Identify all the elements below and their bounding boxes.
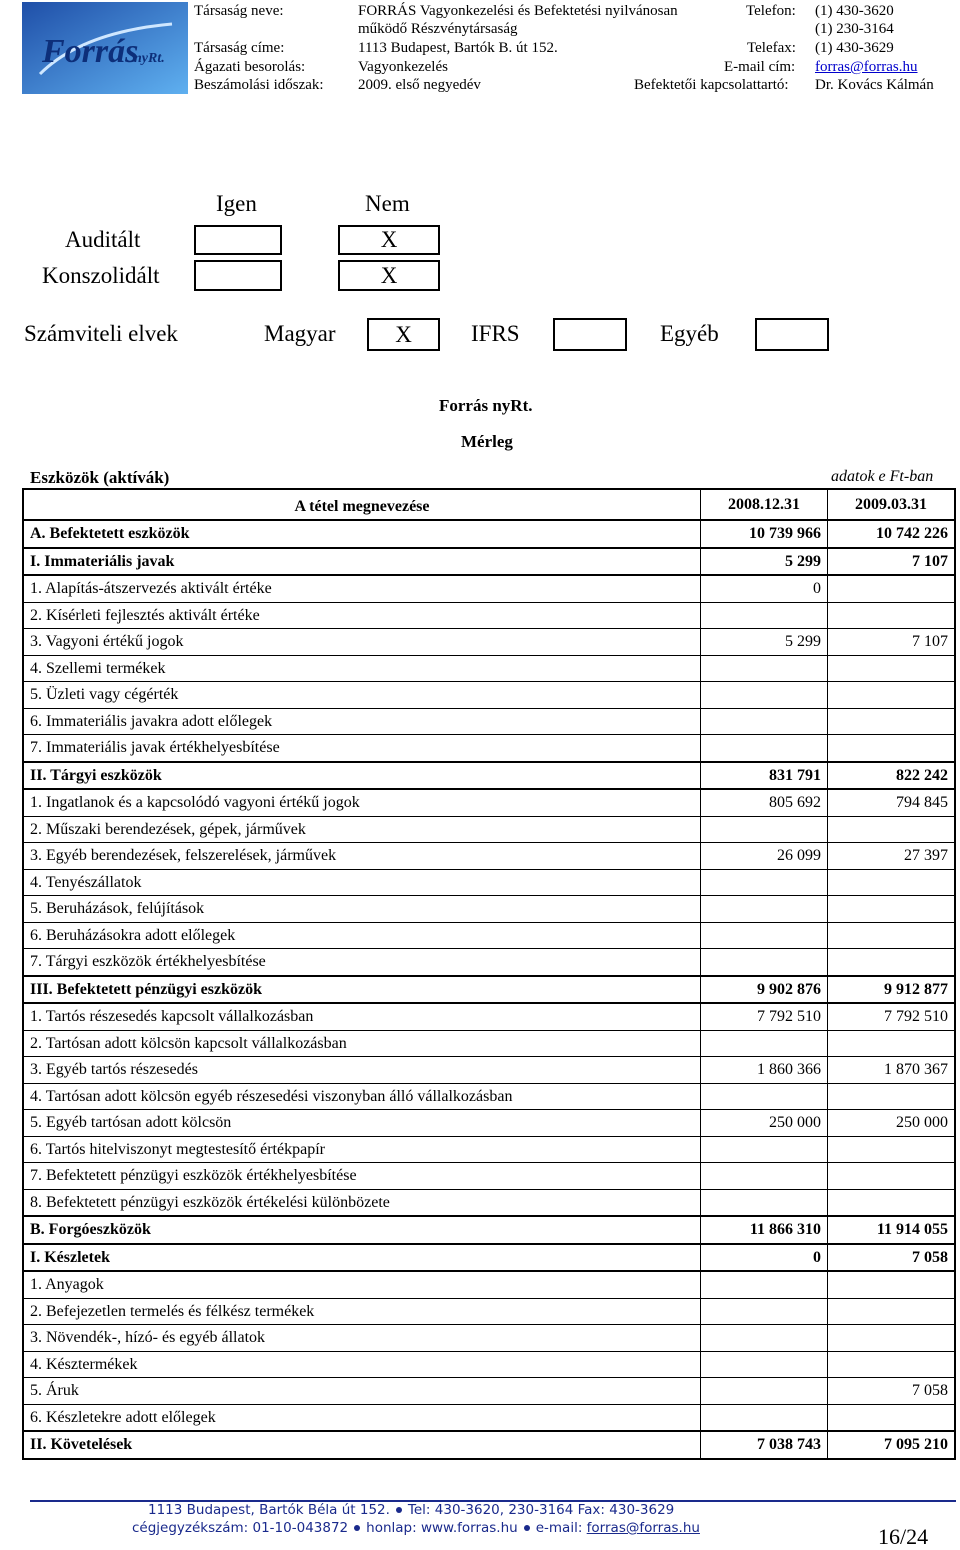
row-value-2008: 1 860 366 xyxy=(701,1057,828,1084)
row-value-2008: 0 xyxy=(701,1244,828,1272)
row-label: 7. Tárgyi eszközök értékhelyesbítése xyxy=(23,949,701,976)
row-label: 5. Áruk xyxy=(23,1378,701,1405)
row-value-2008 xyxy=(701,869,828,896)
sector-value: Vagyonkezelés xyxy=(358,59,448,75)
row-value-2008 xyxy=(701,735,828,762)
table-row xyxy=(23,1216,955,1244)
row-value-2009 xyxy=(828,1351,956,1378)
footer-email-link[interactable]: forras@forras.hu xyxy=(586,1520,700,1536)
table-row xyxy=(23,1163,955,1190)
row-value-2009: 7 058 xyxy=(828,1244,956,1272)
no-column-label: Nem xyxy=(365,191,410,216)
company-name-label: Társaság neve: xyxy=(194,3,284,19)
phone-value-1: (1) 430-3620 xyxy=(815,3,894,19)
ir-contact-label: Befektetői kapcsolattartó: xyxy=(634,77,789,93)
sector-label: Ágazati besorolás: xyxy=(194,59,306,75)
row-label: II. Követelések xyxy=(23,1431,701,1459)
row-label: 8. Befektetett pénzügyi eszközök értékelési különbözete xyxy=(23,1189,701,1216)
table-row xyxy=(23,922,955,949)
row-value-2009 xyxy=(828,869,956,896)
row-label: 6. Készletekre adott előlegek xyxy=(23,1404,701,1431)
row-value-2008: 805 692 xyxy=(701,789,828,816)
table-row xyxy=(23,735,955,762)
audited-label: Auditált xyxy=(65,227,141,252)
table-row xyxy=(23,1030,955,1057)
table-row xyxy=(23,520,955,548)
other-principles-label: Egyéb xyxy=(660,321,719,346)
footer-registration: cégjegyzékszám: 01-10-043872 xyxy=(132,1520,349,1536)
row-value-2009: 822 242 xyxy=(828,762,956,790)
table-row xyxy=(23,949,955,976)
hungarian-gaap-checkbox[interactable]: X xyxy=(367,318,440,351)
address-label: Társaság címe: xyxy=(194,40,285,56)
ifrs-label: IFRS xyxy=(471,321,520,346)
footer-website: honlap: www.forras.hu xyxy=(366,1520,518,1536)
row-value-2009 xyxy=(828,682,956,709)
ir-contact-value: Dr. Kovács Kálmán xyxy=(815,77,934,93)
row-value-2008 xyxy=(701,1189,828,1216)
row-value-2008 xyxy=(701,708,828,735)
audited-no-checkbox[interactable]: X xyxy=(338,225,440,255)
row-label: 2. Tartósan adott kölcsön kapcsolt vállalkozásban xyxy=(23,1030,701,1057)
ifrs-checkbox[interactable] xyxy=(553,318,627,351)
bullet-icon xyxy=(396,1507,402,1513)
row-value-2009: 250 000 xyxy=(828,1110,956,1137)
row-value-2009 xyxy=(828,1163,956,1190)
row-label: 3. Egyéb berendezések, felszerelések, járművek xyxy=(23,843,701,870)
page-number: 16/24 xyxy=(878,1524,929,1549)
company-name-line2: működő Részvénytársaság xyxy=(358,21,518,37)
table-row xyxy=(23,655,955,682)
row-value-2009: 7 107 xyxy=(828,548,956,576)
row-value-2009 xyxy=(828,1404,956,1431)
row-value-2008 xyxy=(701,1030,828,1057)
row-label: 4. Szellemi termékek xyxy=(23,655,701,682)
row-value-2009: 7 095 210 xyxy=(828,1431,956,1459)
table-row xyxy=(23,708,955,735)
row-value-2009 xyxy=(828,575,956,602)
email-label: E-mail cím: xyxy=(724,59,796,75)
balance-sheet-table xyxy=(22,488,956,1460)
table-row xyxy=(23,602,955,629)
row-value-2008 xyxy=(701,1083,828,1110)
row-label: 2. Befejezetlen termelés és félkész termékek xyxy=(23,1298,701,1325)
table-header-row xyxy=(23,489,955,520)
accounting-principles-label: Számviteli elvek xyxy=(24,321,178,346)
row-value-2008 xyxy=(701,816,828,843)
consolidated-yes-checkbox[interactable] xyxy=(194,260,282,291)
table-row xyxy=(23,1189,955,1216)
fax-label: Telefax: xyxy=(747,40,796,56)
address-value: 1113 Budapest, Bartók B. út 152. xyxy=(358,40,558,56)
row-value-2008 xyxy=(701,922,828,949)
footer-line-2 xyxy=(132,1520,700,1536)
table-row xyxy=(23,1244,955,1272)
row-label: I. Készletek xyxy=(23,1244,701,1272)
phone-value-2: (1) 230-3164 xyxy=(815,21,894,37)
row-value-2008: 10 739 966 xyxy=(701,520,828,548)
row-label: 7. Befektetett pénzügyi eszközök értékhelyesbítése xyxy=(23,1163,701,1190)
row-value-2008 xyxy=(701,1325,828,1352)
row-value-2008 xyxy=(701,1271,828,1298)
row-value-2008: 26 099 xyxy=(701,843,828,870)
row-value-2008 xyxy=(701,949,828,976)
row-value-2009 xyxy=(828,1325,956,1352)
table-row xyxy=(23,843,955,870)
row-value-2009: 7 792 510 xyxy=(828,1003,956,1030)
footer-line-1 xyxy=(148,1502,674,1518)
row-value-2008 xyxy=(701,896,828,923)
table-row xyxy=(23,1351,955,1378)
table-row xyxy=(23,1271,955,1298)
row-value-2009 xyxy=(828,816,956,843)
table-row xyxy=(23,1083,955,1110)
row-label: 3. Vagyoni értékű jogok xyxy=(23,629,701,656)
table-row xyxy=(23,896,955,923)
table-row xyxy=(23,816,955,843)
svg-text:nyRt.: nyRt. xyxy=(134,51,165,66)
row-label: III. Befektetett pénzügyi eszközök xyxy=(23,976,701,1004)
row-value-2009: 10 742 226 xyxy=(828,520,956,548)
fax-value: (1) 430-3629 xyxy=(815,40,894,56)
row-label: A. Befektetett eszközök xyxy=(23,520,701,548)
bullet-icon xyxy=(354,1525,360,1531)
row-label: 4. Tenyészállatok xyxy=(23,869,701,896)
statement-company: Forrás nyRt. xyxy=(439,396,533,415)
table-row xyxy=(23,682,955,709)
table-row xyxy=(23,1325,955,1352)
row-label: 5. Beruházások, felújítások xyxy=(23,896,701,923)
row-value-2008: 9 902 876 xyxy=(701,976,828,1004)
company-logo xyxy=(22,2,188,94)
row-value-2009 xyxy=(828,896,956,923)
table-row xyxy=(23,1431,955,1459)
row-value-2008 xyxy=(701,1298,828,1325)
row-value-2008 xyxy=(701,682,828,709)
row-value-2009: 11 914 055 xyxy=(828,1216,956,1244)
row-value-2009 xyxy=(828,949,956,976)
footer-email-label: e-mail: xyxy=(535,1520,583,1536)
table-row xyxy=(23,1136,955,1163)
table-row xyxy=(23,548,955,576)
row-value-2008 xyxy=(701,1378,828,1405)
table-row xyxy=(23,629,955,656)
table-row xyxy=(23,1110,955,1137)
row-value-2009: 794 845 xyxy=(828,789,956,816)
row-label: 2. Műszaki berendezések, gépek, járművek xyxy=(23,816,701,843)
row-value-2008: 11 866 310 xyxy=(701,1216,828,1244)
row-label: B. Forgóeszközök xyxy=(23,1216,701,1244)
row-value-2009 xyxy=(828,602,956,629)
row-label: 2. Kísérleti fejlesztés aktivált értéke xyxy=(23,602,701,629)
table-row xyxy=(23,1003,955,1030)
phone-label: Telefon: xyxy=(746,3,796,19)
row-label: 4. Tartósan adott kölcsön egyéb részesedési viszonyban álló vállalkozásban xyxy=(23,1083,701,1110)
row-value-2008 xyxy=(701,1351,828,1378)
row-value-2009: 27 397 xyxy=(828,843,956,870)
yes-column-label: Igen xyxy=(216,191,257,216)
period-label: Beszámolási időszak: xyxy=(194,77,324,93)
row-value-2009 xyxy=(828,708,956,735)
row-value-2009 xyxy=(828,1189,956,1216)
row-value-2009: 7 107 xyxy=(828,629,956,656)
row-value-2009 xyxy=(828,1136,956,1163)
row-label: I. Immateriális javak xyxy=(23,548,701,576)
row-value-2009 xyxy=(828,1030,956,1057)
column-header-2009: 2009.03.31 xyxy=(828,489,956,520)
consolidated-label: Konszolidált xyxy=(42,263,160,288)
row-value-2009 xyxy=(828,1083,956,1110)
row-label: 5. Egyéb tartósan adott kölcsön xyxy=(23,1110,701,1137)
column-header-name: A tétel megnevezése xyxy=(23,489,701,520)
row-label: 6. Beruházásokra adott előlegek xyxy=(23,922,701,949)
svg-text:Forrás: Forrás xyxy=(42,33,139,70)
row-value-2009 xyxy=(828,1271,956,1298)
row-value-2009: 1 870 367 xyxy=(828,1057,956,1084)
row-value-2008: 5 299 xyxy=(701,629,828,656)
email-link[interactable]: forras@forras.hu xyxy=(815,59,918,75)
row-value-2008: 5 299 xyxy=(701,548,828,576)
row-value-2008: 0 xyxy=(701,575,828,602)
table-row xyxy=(23,762,955,790)
row-value-2009 xyxy=(828,1298,956,1325)
row-label: 3. Növendék-, hízó- és egyéb állatok xyxy=(23,1325,701,1352)
row-label: 6. Tartós hitelviszonyt megtestesítő értékpapír xyxy=(23,1136,701,1163)
row-label: 1. Ingatlanok és a kapcsolódó vagyoni értékű jogok xyxy=(23,789,701,816)
row-value-2008 xyxy=(701,1136,828,1163)
row-label: 1. Anyagok xyxy=(23,1271,701,1298)
other-principles-checkbox[interactable] xyxy=(755,318,829,351)
table-row xyxy=(23,1378,955,1405)
consolidated-no-checkbox[interactable]: X xyxy=(338,260,440,291)
footer-phone: Tel: 430-3620, 230-3164 Fax: 430-3629 xyxy=(407,1502,675,1518)
row-value-2008: 831 791 xyxy=(701,762,828,790)
table-row xyxy=(23,1404,955,1431)
audited-yes-checkbox[interactable] xyxy=(194,225,282,255)
row-value-2008: 7 792 510 xyxy=(701,1003,828,1030)
section-title: Eszközök (aktívák) xyxy=(30,468,170,487)
hungarian-gaap-label: Magyar xyxy=(264,321,336,346)
table-row xyxy=(23,1298,955,1325)
row-value-2008 xyxy=(701,655,828,682)
row-label: II. Tárgyi eszközök xyxy=(23,762,701,790)
row-label: 5. Üzleti vagy cégérték xyxy=(23,682,701,709)
table-row xyxy=(23,976,955,1004)
row-value-2008: 250 000 xyxy=(701,1110,828,1137)
table-row xyxy=(23,575,955,602)
row-label: 1. Alapítás-átszervezés aktivált értéke xyxy=(23,575,701,602)
row-label: 1. Tartós részesedés kapcsolt vállalkozásban xyxy=(23,1003,701,1030)
period-value: 2009. első negyedév xyxy=(358,77,481,93)
unit-label: adatok e Ft-ban xyxy=(831,468,934,485)
statement-title: Mérleg xyxy=(461,432,513,451)
row-value-2008 xyxy=(701,1163,828,1190)
row-value-2009 xyxy=(828,735,956,762)
row-label: 7. Immateriális javak értékhelyesbítése xyxy=(23,735,701,762)
column-header-2008: 2008.12.31 xyxy=(701,489,828,520)
row-value-2008 xyxy=(701,1404,828,1431)
footer-address: 1113 Budapest, Bartók Béla út 152. xyxy=(148,1502,390,1518)
row-value-2009 xyxy=(828,655,956,682)
bullet-icon xyxy=(524,1525,530,1531)
row-value-2008: 7 038 743 xyxy=(701,1431,828,1459)
row-value-2009: 9 912 877 xyxy=(828,976,956,1004)
row-value-2009: 7 058 xyxy=(828,1378,956,1405)
table-row xyxy=(23,869,955,896)
row-label: 4. Késztermékek xyxy=(23,1351,701,1378)
row-value-2008 xyxy=(701,602,828,629)
row-value-2009 xyxy=(828,922,956,949)
table-row xyxy=(23,1057,955,1084)
row-label: 6. Immateriális javakra adott előlegek xyxy=(23,708,701,735)
company-name-line1: FORRÁS Vagyonkezelési és Befektetési nyilvánosan xyxy=(358,3,678,19)
row-label: 3. Egyéb tartós részesedés xyxy=(23,1057,701,1084)
table-row xyxy=(23,789,955,816)
